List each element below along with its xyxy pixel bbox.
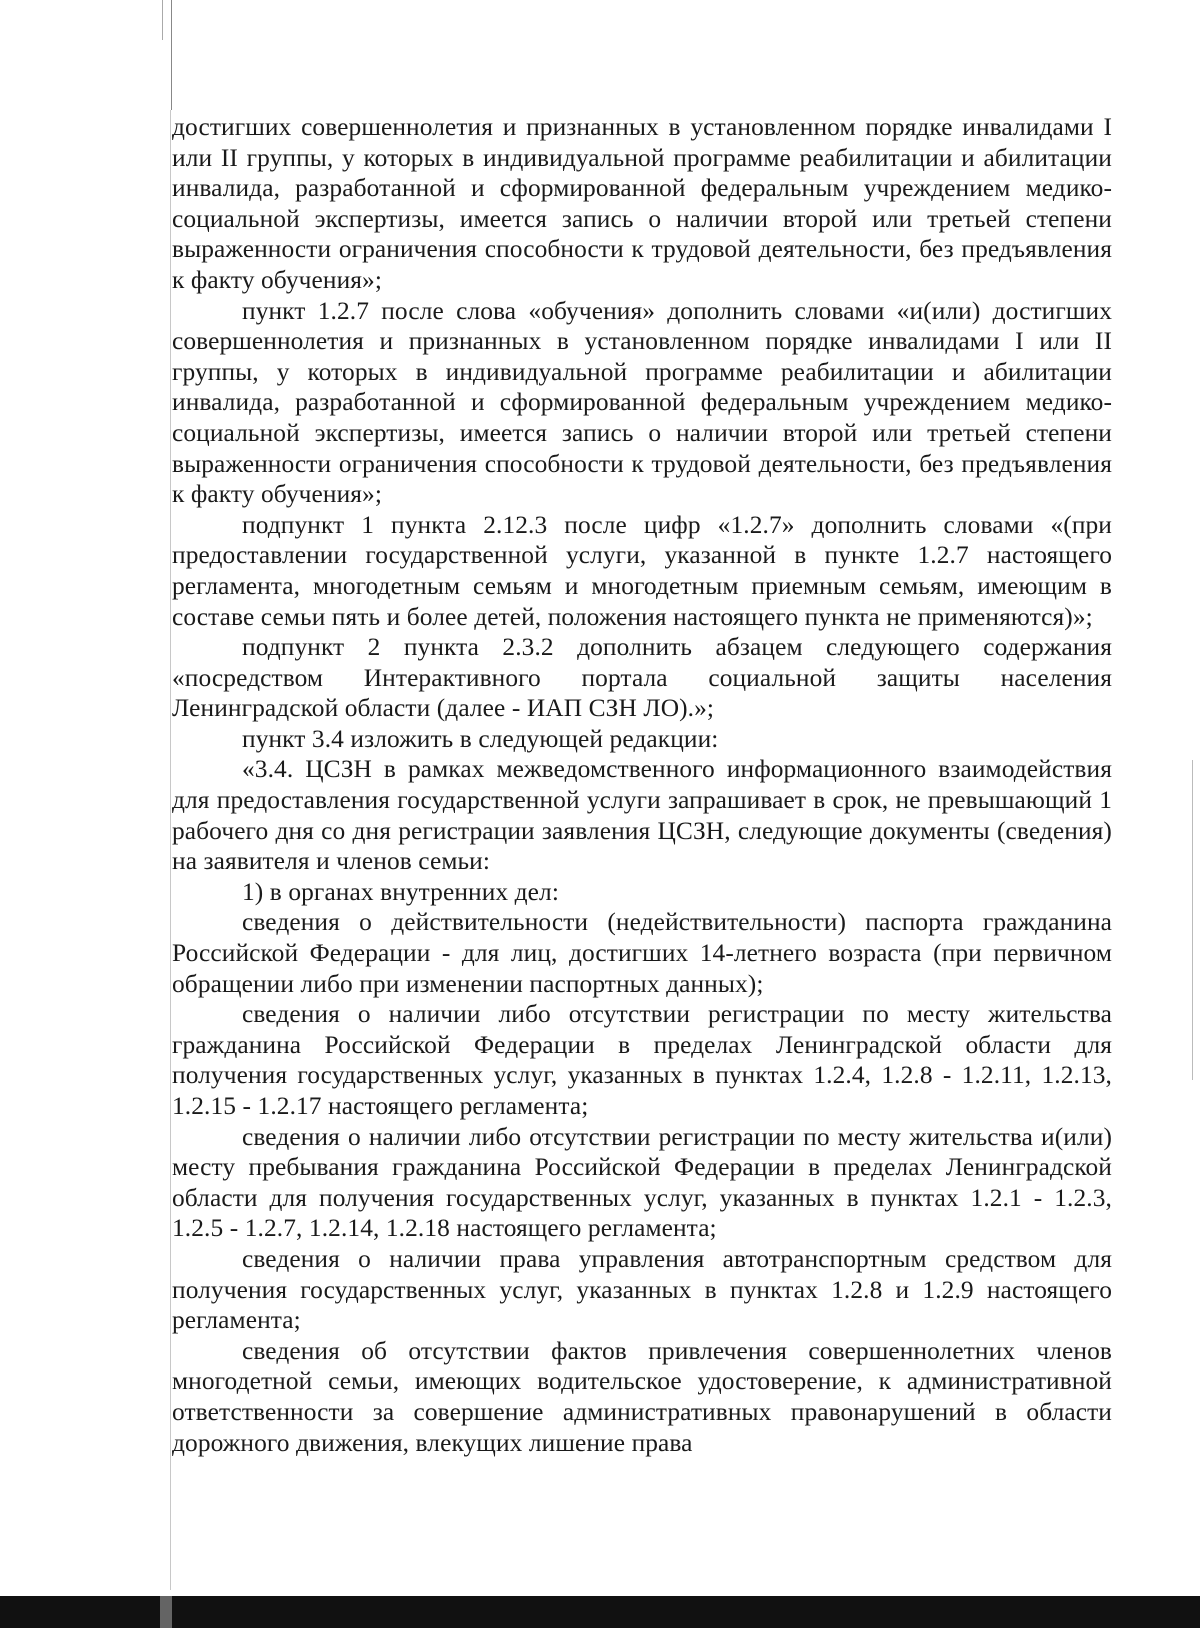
paragraph: подпункт 2 пункта 2.3.2 дополнить абзацем следующего содержания «посредством Интерактивного портала социальной защиты населения Ленинградской области (далее - ИАП СЗН ЛО).»; bbox=[172, 633, 1112, 723]
paragraph: «3.4. ЦСЗН в рамках межведомственного информационного взаимодействия для предоставления государственной услуги запрашивает в срок, не превышающий 1 рабочего дня со дня регистрации заявления ЦСЗН, следующие документы (сведения) на заявителя и членов семьи: bbox=[172, 755, 1112, 876]
paragraph: подпункт 1 пункта 2.12.3 после цифр «1.2.7» дополнить словами «(при предоставлении государственной услуги, указанной в пункте 1.2.7 настоящего регламента, многодетным семьям и многодетным приемным семьям, имеющим в составе семьи пять и более детей, положения настоящего пункта не применяются)»; bbox=[172, 510, 1112, 631]
paragraph: сведения о наличии либо отсутствии регистрации по месту жительства гражданина Российской Федерации в пределах Ленинградской области для получения государственных услуг, указанных в пунктах 1.2.4, 1.2.8 - 1.2.11, 1.2.13, 1.2.15 - 1.2.17 настоящего регламента; bbox=[172, 1000, 1112, 1120]
paragraph: сведения о наличии права управления автотранспортным средством для получения государственных услуг, указанных в пунктах 1.2.8 и 1.2.9 настоящего регламента; bbox=[172, 1244, 1112, 1335]
paragraph: достигших совершеннолетия и признанных в установленном порядке инвалидами I или II группы, у которых в индивидуальной программе реабилитации и абилитации инвалида, разработанной и сформированной федеральным учреждением медико-социальной экспертизы, имеется запись о наличии второй или третьей степени выраженности ограничения способности к трудовой деятельности, без предъявления к факту обучения»; bbox=[172, 113, 1112, 294]
scan-artifact-line bbox=[171, 0, 172, 110]
paragraph: сведения о наличии либо отсутствии регистрации по месту жительства и(или) месту пребывания гражданина Российской Федерации в пределах Ленинградской области для получения государственных услуг, указанных в пунктах 1.2.1 - 1.2.3, 1.2.5 - 1.2.7, 1.2.14, 1.2.18 настоящего регламента; bbox=[172, 1122, 1112, 1243]
scan-artifact-line bbox=[162, 0, 163, 40]
paragraph: пункт 3.4 изложить в следующей редакции: bbox=[242, 724, 719, 753]
paragraph: сведения о действительности (недействительности) паспорта гражданина Российской Федерации - для лиц, достигших 14-летнего возраста (при первичном обращении либо при изменении паспортных данных); bbox=[172, 908, 1112, 998]
paragraph: 1) в органах внутренних дел: bbox=[242, 877, 559, 906]
document-body bbox=[172, 112, 1112, 1458]
paragraph: пункт 1.2.7 после слова «обучения» дополнить словами «и(или) достигших совершеннолетия и признанных в установленном порядке инвалидами I или II группы, у которых в индивидуальной программе реабилитации и абилитации инвалида, разработанной и сформированной федеральным учреждением медико-социальной экспертизы, имеется запись о наличии второй или третьей степени выраженности ограничения способности к трудовой деятельности, без предъявления к факту обучения»; bbox=[172, 296, 1112, 509]
scan-artifact bbox=[160, 1596, 172, 1628]
scan-bottom-edge bbox=[0, 1596, 1200, 1628]
scan-margin-line bbox=[170, 110, 171, 1590]
scan-artifact-line bbox=[1192, 760, 1193, 1080]
paragraph: сведения об отсутствии фактов привлечения совершеннолетних членов многодетной семьи, имеющих водительское удостоверение, к административной ответственности за совершение административных правонарушений в области дорожного движения, влекущих лишение права bbox=[172, 1336, 1112, 1457]
